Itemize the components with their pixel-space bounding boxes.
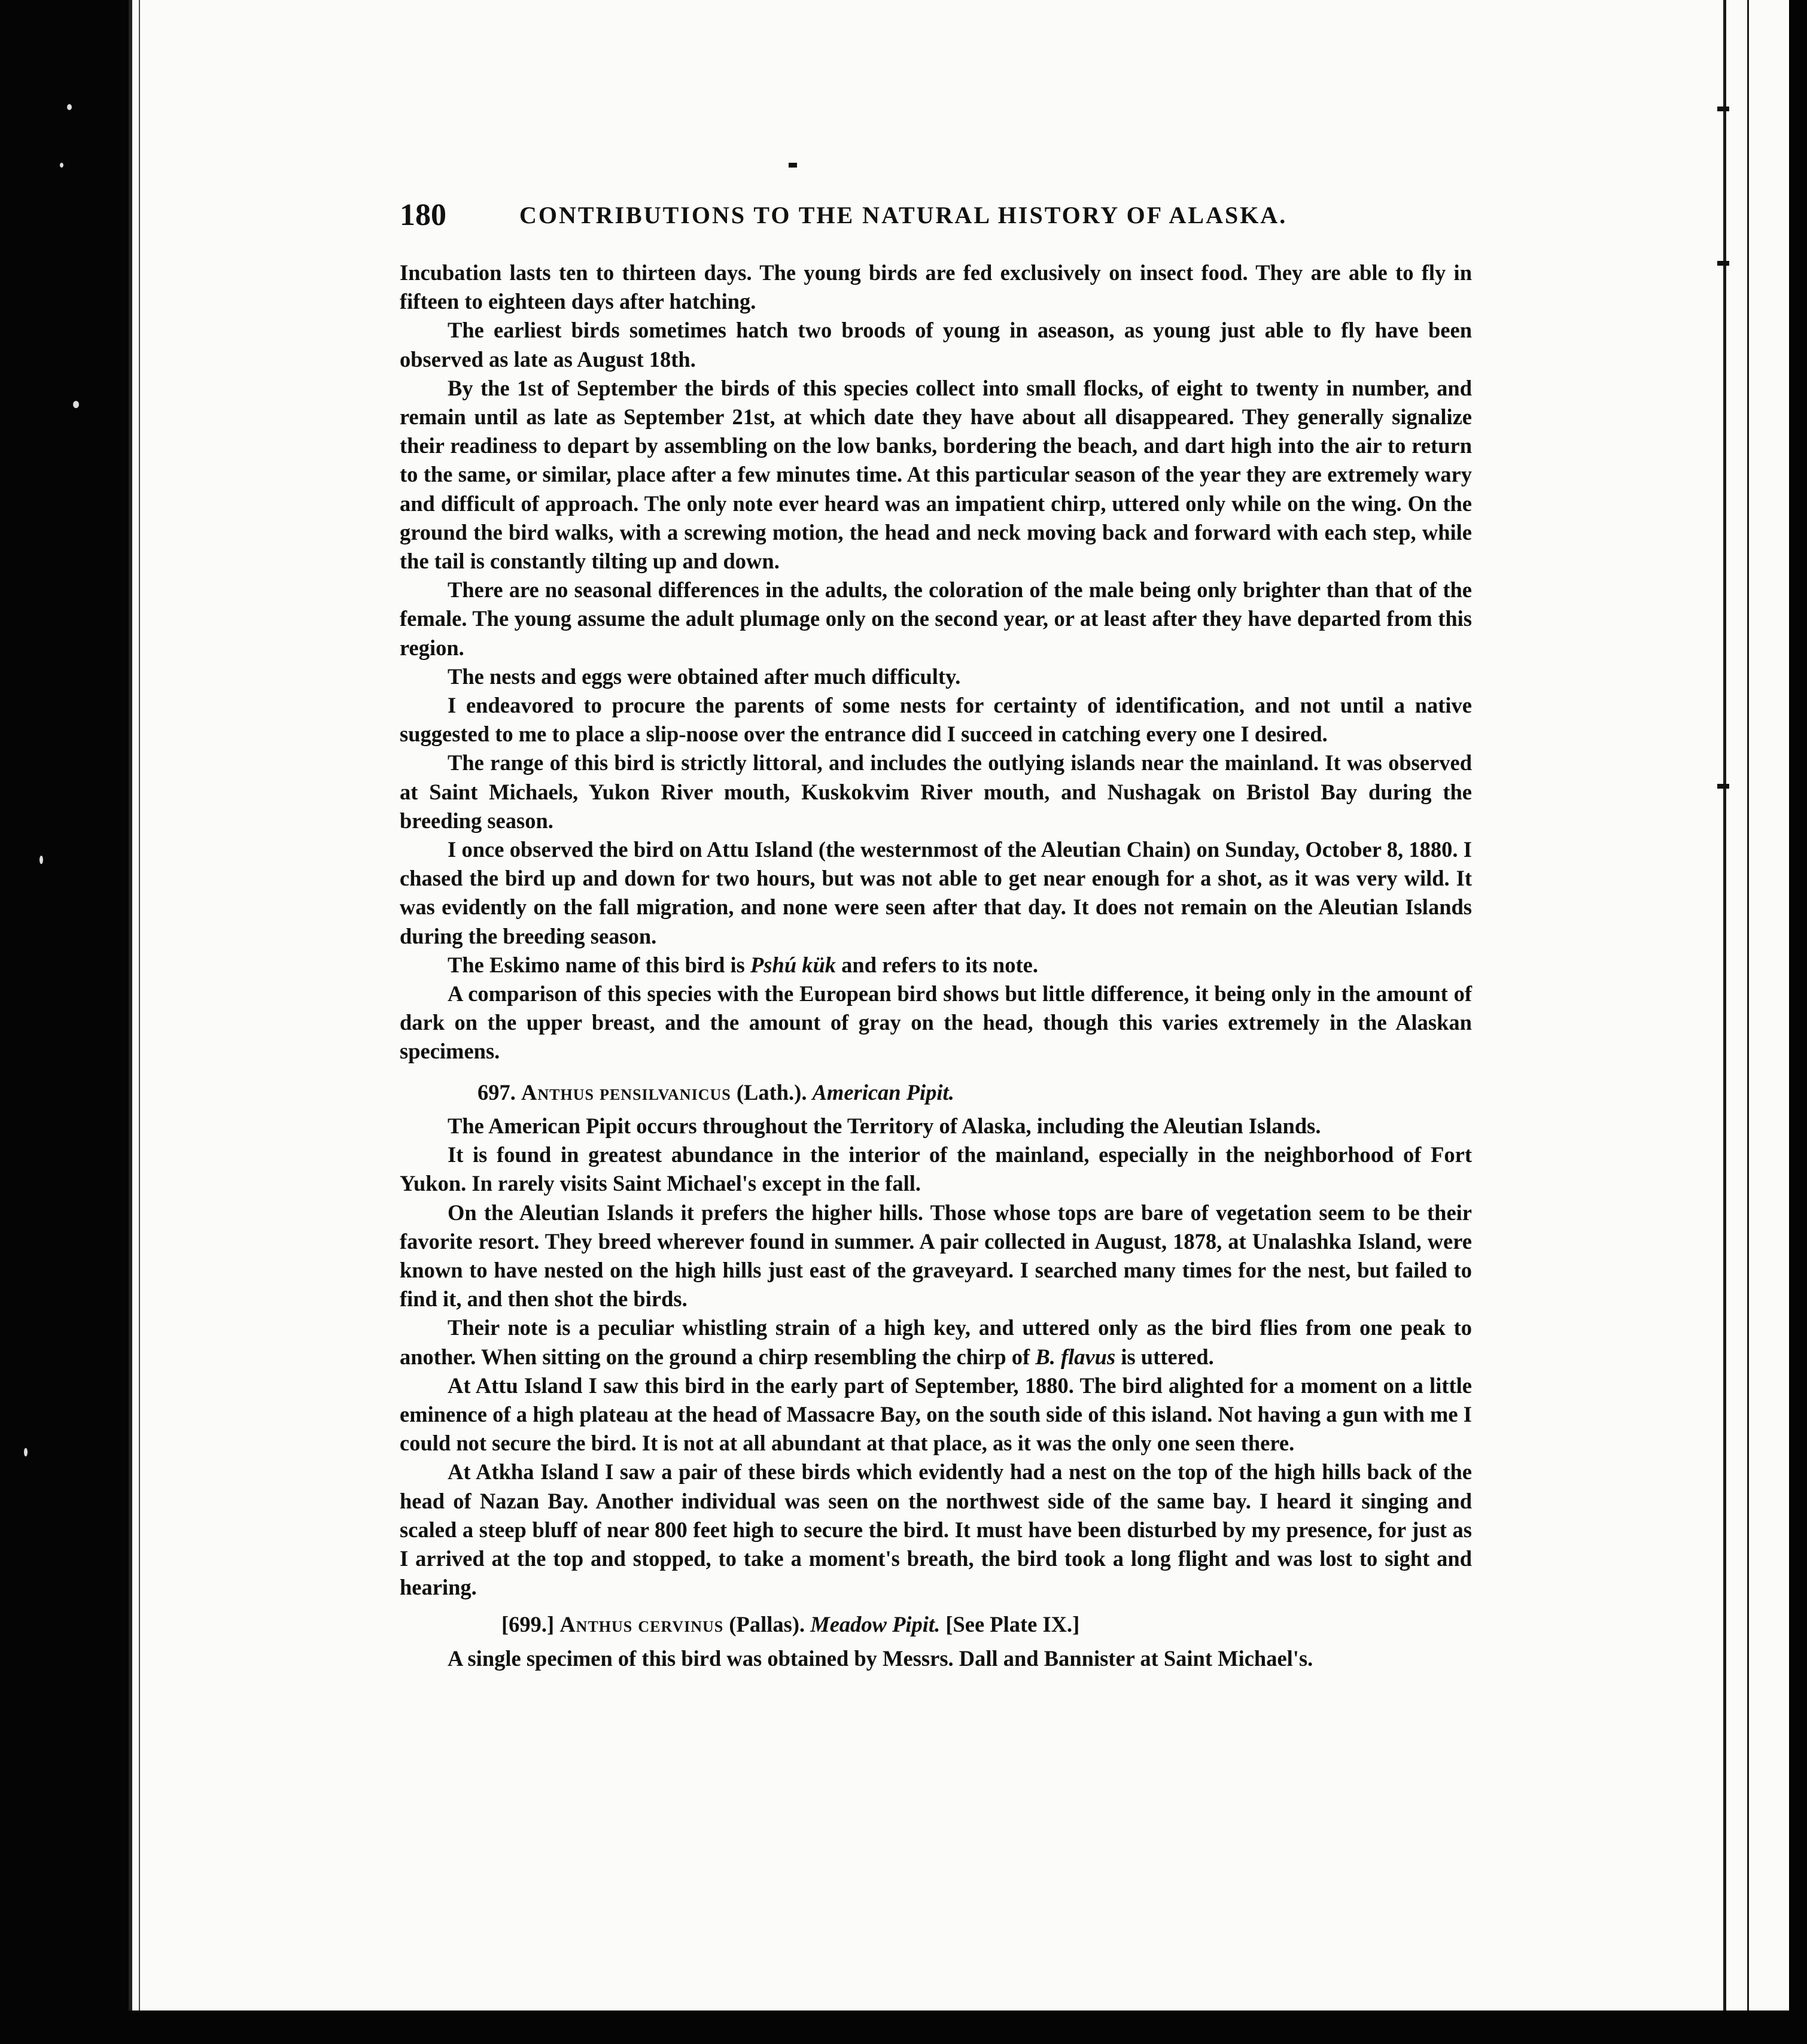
paragraph: The range of this bird is strictly littoral, and includes the outlying islands near the mainland. It was observed at Saint Michaels, Yukon River mouth, Kuskokvim River mouth, and Nushagak on Bristol Bay during the breeding season. xyxy=(400,750,1472,833)
running-title: CONTRIBUTIONS TO THE NATURAL HISTORY OF ALASKA. xyxy=(519,202,1288,229)
body-text xyxy=(400,258,1472,1673)
page-edge xyxy=(129,0,132,2044)
binding-mark xyxy=(1717,261,1729,266)
text-run: Their note is a peculiar whistling strain of a high key, and uttered only as the bird flies from one peak to another. When sitting on the ground a chirp resembling the chirp of xyxy=(400,1315,1472,1369)
genus-name: Anthus xyxy=(559,1612,633,1637)
paragraph: Incubation lasts ten to thirteen days. The young birds are fed exclusively on insect food. They are able to fly in fifteen to eighteen days after hatching. xyxy=(400,260,1472,314)
species-authority: (Lath.). xyxy=(736,1079,807,1105)
paragraph: I once observed the bird on Attu Island (the westernmost of the Aleutian Chain) on Sunday, October 8, 1880. I chased the bird up and down for two hours, but was not able to get near enough for a shot, as it was very wild. It was evidently on the fall migration, and none were seen after that day. It does not remain on the Aleutian Islands during the breeding season. xyxy=(400,837,1472,948)
paragraph: By the 1st of September the birds of this species collect into small flocks, of eight to twenty in number, and remain until as late as September 21st, at which date they have about all disappeared. They generally signalize their readiness to depart by assembling on the low banks, bordering the beach, and dart high into the air to return to the same, or similar, place after a few minutes time. At this particular season of the year they are extremely wary and difficult of approach. The only note ever heard was an impatient chirp, uttered only while on the wing. On the ground the bird walks, with a screwing motion, the head and neck moving back and forward with each step, while the tail is constantly tilting up and down. xyxy=(400,375,1472,574)
page-number: 180 xyxy=(400,198,446,232)
paragraph xyxy=(400,951,1472,980)
paragraph: A single specimen of this bird was obtained by Messrs. Dall and Bannister at Saint Michael's. xyxy=(448,1645,1313,1671)
print-mark xyxy=(789,163,797,168)
species-name: cervinus xyxy=(638,1612,724,1637)
paragraph: On the Aleutian Islands it prefers the higher hills. Those whose tops are bare of vegetation seem to be their favorite resort. They breed wherever found in summer. A pair collected in August, 1878, at Unalashka Island, were known to have nested on the high hills just east of the graveyard. I searched many times for the nest, but failed to find it, and then shot the birds. xyxy=(400,1200,1472,1312)
scan-speck xyxy=(60,163,63,168)
scan-margin-bottom xyxy=(129,2010,1807,2044)
paragraph: At Atkha Island I saw a pair of these birds which evidently had a nest on the top of the high hills back of the head of Nazan Bay. Another individual was seen on the northwest side of the same bay. I heard it singing and scaled a steep bluff of near 800 feet high to secure the bird. It must have been disturbed by my presence, for just as I arrived at the top and stopped, to take a moment's breath, the bird took a long flight and was lost to sight and hearing. xyxy=(400,1459,1472,1600)
text-run: is uttered. xyxy=(1115,1344,1214,1369)
text-run: and refers to its note. xyxy=(836,952,1038,977)
binding-line xyxy=(1747,0,1749,2044)
species-heading xyxy=(400,1610,1472,1639)
paragraph: A comparison of this species with the European bird shows but little difference, it being only in the amount of dark on the upper breast, and the amount of gray on the head, though this varies extremely in the Alaskan specimens. xyxy=(400,981,1472,1064)
scan-speck xyxy=(39,856,43,864)
species-name: pensilvanicus xyxy=(600,1079,731,1105)
paragraph: The American Pipit occurs throughout the Territory of Alaska, including the Aleutian Islands. xyxy=(448,1113,1321,1138)
paragraph: The nests and eggs were obtained after much difficulty. xyxy=(448,664,961,689)
page-edge xyxy=(139,0,140,2044)
text-run: The Eskimo name of this bird is xyxy=(448,952,751,977)
scan-margin-right xyxy=(1789,0,1807,2044)
eskimo-name: Pshú kük xyxy=(750,952,836,977)
binding-mark xyxy=(1717,784,1729,789)
scan-margin-left xyxy=(0,0,129,2044)
paragraph: I endeavored to procure the parents of some nests for certainty of identification, and not until a native suggested to me to place a slip-noose over the entrance did I succeed in catching every one I desired. xyxy=(400,693,1472,747)
page-header xyxy=(400,197,1357,233)
genus-name: Anthus xyxy=(521,1079,594,1105)
paragraph: It is found in greatest abundance in the interior of the mainland, especially in the neighborhood of Fort Yukon. In rarely visits Saint Michael's except in the fall. xyxy=(400,1142,1472,1196)
species-heading xyxy=(400,1078,1472,1107)
species-number: 697. xyxy=(477,1079,516,1105)
binding-line xyxy=(1723,0,1726,2044)
common-name: American Pipit. xyxy=(812,1079,954,1105)
scan-speck xyxy=(73,401,79,408)
paragraph xyxy=(400,1313,1472,1371)
scan-speck xyxy=(24,1448,28,1456)
species-ref: B. flavus xyxy=(1035,1344,1116,1369)
binding-mark xyxy=(1717,107,1729,111)
paragraph: There are no seasonal differences in the adults, the coloration of the male being only brighter than that of the female. The young assume the adult plumage only on the second year, or at least after they have departed from this region. xyxy=(400,577,1472,660)
plate-reference: [See Plate IX.] xyxy=(945,1612,1080,1637)
species-number: [699.] xyxy=(501,1612,555,1637)
paragraph: The earliest birds sometimes hatch two broods of young in aseason, as young just able to fly have been observed as late as August 18th. xyxy=(400,318,1472,372)
species-authority: (Pallas). xyxy=(729,1612,805,1637)
scan-speck xyxy=(67,104,72,110)
paragraph: At Attu Island I saw this bird in the early part of September, 1880. The bird alighted for a moment on a little eminence of a high plateau at the head of Massacre Bay, on the south side of this island. Not having a gun with me I could not secure the bird. It is not at all abundant at that place, as it was the only one seen there. xyxy=(400,1373,1472,1456)
common-name: Meadow Pipit. xyxy=(810,1612,941,1637)
